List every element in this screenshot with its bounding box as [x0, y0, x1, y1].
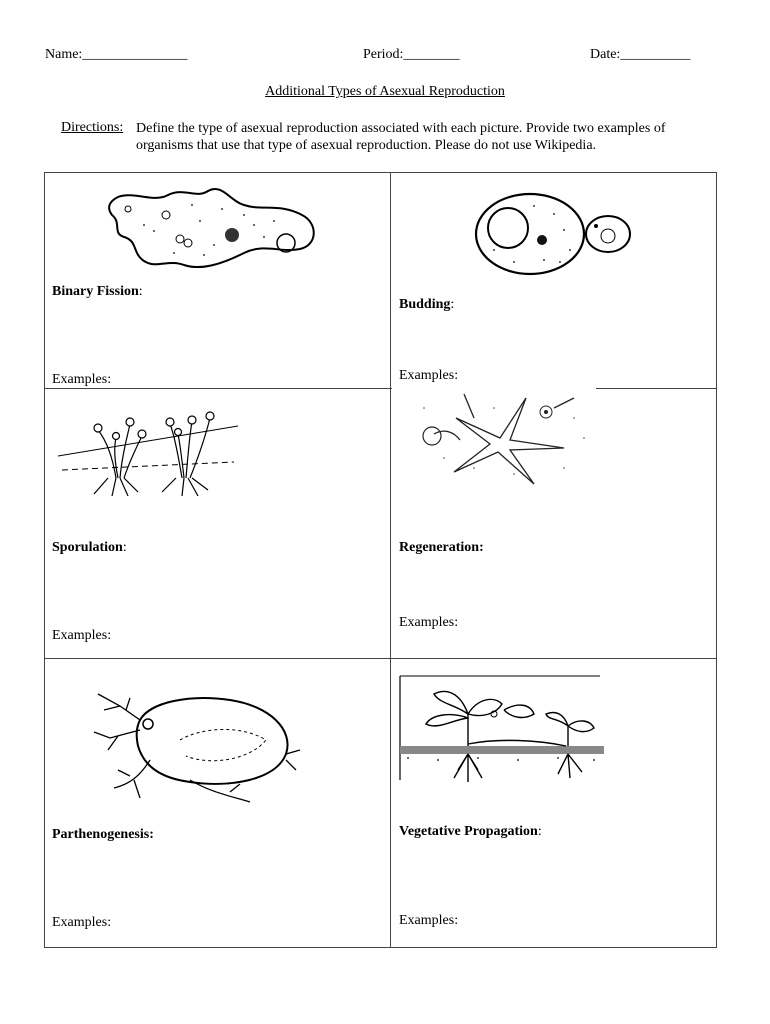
grid-divider-vertical — [390, 172, 391, 948]
name-field[interactable]: Name:_______________ — [45, 47, 188, 62]
amoeba-drawing — [104, 185, 322, 275]
budding-label: Budding: — [399, 297, 455, 312]
budding-examples: Examples: — [399, 368, 459, 383]
period-field[interactable]: Period:________ — [363, 47, 460, 62]
directions-line-1: Define the type of asexual reproduction associated with each picture. Provide two examples of — [136, 121, 666, 136]
grid-divider-row-1-right — [596, 388, 717, 389]
directions-text — [136, 120, 726, 154]
directions-label: Directions: — [61, 120, 124, 135]
yeast-budding-drawing — [474, 190, 634, 278]
binary-fission-label: Binary Fission: — [52, 284, 143, 299]
regeneration-examples: Examples: — [399, 615, 459, 630]
parthenogenesis-examples: Examples: — [52, 915, 112, 930]
parthenogenesis-label: Parthenogenesis: — [52, 827, 154, 842]
binary-fission-examples: Examples: — [52, 372, 112, 387]
directions-line-2: organisms that use that type of asexual reproduction. Please do not use Wikipedia. — [136, 138, 597, 153]
date-field[interactable]: Date:__________ — [590, 47, 691, 62]
sporulation-label: Sporulation: — [52, 540, 127, 555]
mold-sporangia-drawing — [58, 404, 242, 496]
vegetative-propagation-examples: Examples: — [399, 913, 459, 928]
strawberry-runner-drawing — [398, 674, 610, 786]
water-flea-drawing — [90, 680, 302, 804]
vegetative-propagation-label: Vegetative Propagation: — [399, 824, 542, 839]
page-title: Additional Types of Asexual Reproduction — [265, 84, 505, 99]
starfish-drawing — [414, 388, 596, 488]
regeneration-label: Regeneration: — [399, 540, 484, 555]
grid-divider-row-2 — [44, 658, 717, 659]
sporulation-examples: Examples: — [52, 628, 112, 643]
grid-divider-row-1-left — [44, 388, 392, 389]
